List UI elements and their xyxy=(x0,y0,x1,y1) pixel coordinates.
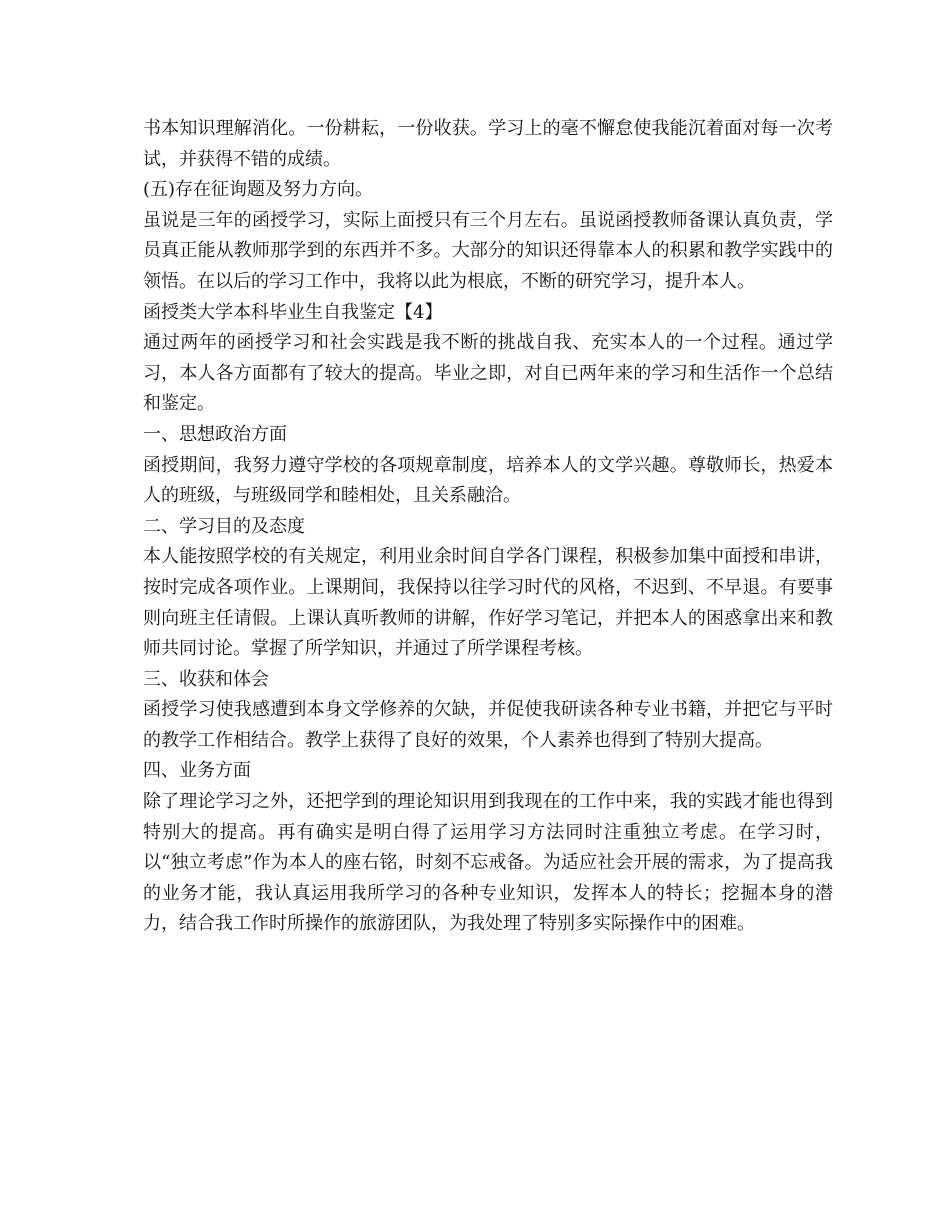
section-title-appraisal-4: 函授类大学本科毕业生自我鉴定【4】 xyxy=(143,301,443,323)
heading-problems-direction: (五)存在征询题及努力方向。 xyxy=(143,179,374,201)
heading-business: 四、业务方面 xyxy=(143,760,251,782)
heading-study-goals: 二、学习目的及态度 xyxy=(143,515,305,537)
paragraph-study-goals: 本人能按照学校的有关规定，利用业余时间自学各门课程，积极参加集中面授和串讲，按时完成各项作业。上课期间，我保持以往学习时代的风格，不迟到、不早退。有要事则向班主任请假。上课认真听教师的讲解，作好学习笔记，并把本人的困惑拿出来和教师共同讨论。掌握了所学知识，并通过了所学课程考核。 xyxy=(143,546,833,660)
document-body xyxy=(143,114,833,940)
paragraph-politics: 函授期间，我努力遵守学校的各项规章制度，培养本人的文学兴趣。尊敬师长，热爱本人的班级，与班级同学和睦相处，且关系融洽。 xyxy=(143,454,833,507)
paragraph-study-summary: 书本知识理解消化。一份耕耘，一份收获。学习上的毫不懈怠使我能沉着面对每一次考试，并获得不错的成绩。 xyxy=(143,118,833,170)
paragraph-intro: 通过两年的函授学习和社会实践是我不断的挑战自我、充实本人的一个过程。通过学习，本人各方面都有了较大的提高。毕业之即，对自已两年来的学习和生活作一个总结和鉴定。 xyxy=(143,332,833,415)
heading-gains: 三、收获和体会 xyxy=(143,668,269,690)
paragraph-business: 除了理论学习之外，还把学到的理论知识用到我现在的工作中来，我的实践才能也得到特别大的提高。再有确实是明白得了运用学习方法同时注重独立考虑。在学习时，以“独立考虑”作为本人的座右铭，时刻不忘戒备。为适应社会开展的需求，为了提高我的业务才能，我认真运用我所学习的各种专业知识，发挥本人的特长；挖掘本身的潜力，结合我工作时所操作的旅游团队，为我处理了特别多实际操作中的困难。 xyxy=(143,791,833,935)
heading-politics: 一、思想政治方面 xyxy=(143,423,287,445)
paragraph-gains: 函授学习使我感遭到本身文学修养的欠缺，并促使我研读各种专业书籍，并把它与平时的教学工作相结合。教学上获得了良好的效果，个人素养也得到了特别大提高。 xyxy=(143,699,833,751)
paragraph-problems: 虽说是三年的函授学习，实际上面授只有三个月左右。虽说函授教师备课认真负责，学员真正能从教师那学到的东西并不多。大部分的知识还得靠本人的积累和教学实践中的领悟。在以后的学习工作中，我将以此为根底，不断的研究学习，提升本人。 xyxy=(143,209,833,292)
